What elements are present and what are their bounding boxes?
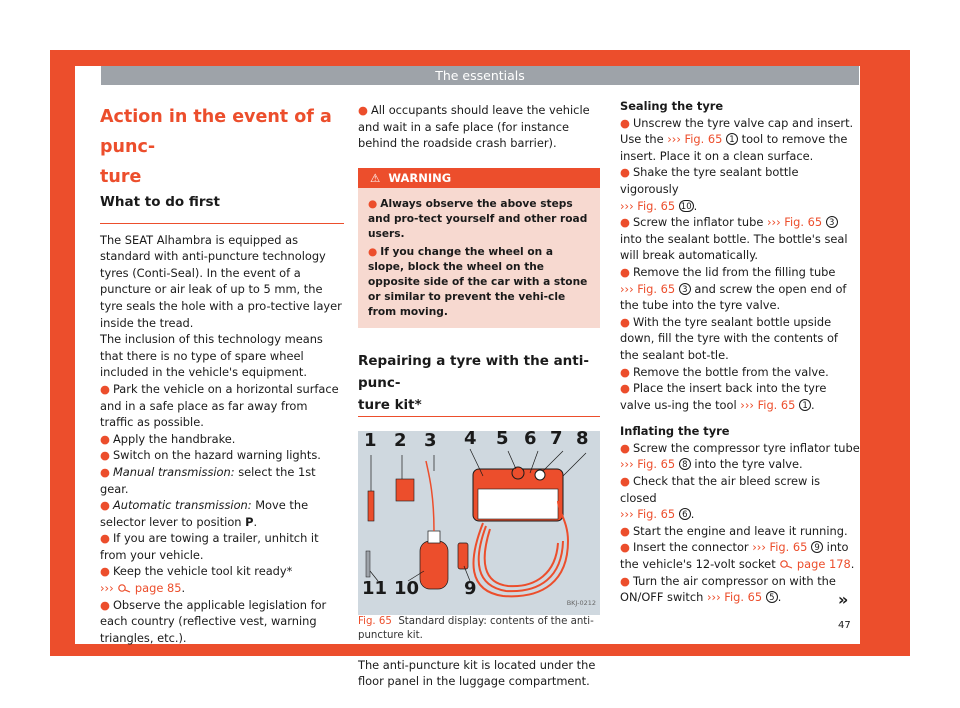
book-reference-icon <box>117 583 131 593</box>
paragraph: The inclusion of this technology means that there is no type of spare wheel included in the vehicle's equipment. <box>100 332 323 380</box>
page-link[interactable]: page 85 <box>134 581 182 596</box>
warning-box <box>358 168 600 328</box>
list-item: ● Apply the handbrake. <box>100 431 236 446</box>
list-item: ● Check that the air bleed screw is closed ››› Fig. 65 6 . <box>620 474 821 522</box>
list-item: ● Shake the tyre sealant bottle vigorously ››› Fig. 65 10 . <box>620 165 799 213</box>
list-item: ● Remove the lid from the filling tube ››› Fig. 65 3 and screw the open end of the tube into the tyre valve. <box>620 264 847 313</box>
column-1 <box>100 92 344 646</box>
subsection-title: What to do first <box>100 194 220 210</box>
list-item: ● Remove the bottle from the valve. <box>620 364 829 379</box>
list-item: ● Start the engine and leave it running. <box>620 523 848 538</box>
callout-label: 8 <box>576 427 589 449</box>
section-heading: Repairing a tyre with the anti-punc- ture kit* <box>358 352 589 413</box>
paragraph: The SEAT Alhambra is equipped as standard with anti-puncture technology tyres (Conti-Seal). In the event of a puncture or air leak of up to 5 mm, the tyre seals the hole with a pro-tective layer inside the tread. <box>100 232 342 330</box>
subsection-heading: Sealing the tyre <box>620 99 724 113</box>
cross-ref-arrows: ››› <box>100 581 114 596</box>
column-3 <box>620 92 860 606</box>
column-2 <box>358 92 600 690</box>
list-item: ● If you are towing a trailer, unhitch it from your vehicle. <box>100 531 319 562</box>
callout-label: 10 <box>394 577 420 599</box>
callout-label: 4 <box>464 427 477 449</box>
list-item: ● Observe the applicable legislation for each country (reflective vest, warning triangles, etc.). <box>100 597 327 645</box>
warning-header: ⚠ WARNING <box>358 168 600 188</box>
list-item: ● Insert the connector ››› Fig. 65 9 into the vehicle's 12-volt socket page 178. <box>620 540 855 572</box>
list-item: ● Place the insert back into the tyre valve us-ing the tool ››› Fig. 65 1 . <box>620 381 827 412</box>
callout-label: 2 <box>394 429 407 451</box>
warning-item: ● If you change the wheel on a slope, block the wheel on the opposite side of the car with a stone or similar to prevent the vehi-cle from moving. <box>368 245 588 318</box>
callout-label: 3 <box>424 429 437 451</box>
list-item: ● Screw the inflator tube ››› Fig. 65 3 into the sealant bottle. The bottle's seal will break automatically. <box>620 215 848 263</box>
list-item: ● Turn the air compressor on with the ON/OFF switch ››› Fig. 65 5 . <box>620 573 836 605</box>
page-link[interactable]: page 178 <box>796 557 851 572</box>
subsection-heading: Inflating the tyre <box>620 424 730 439</box>
chapter-header: The essentials <box>101 66 859 85</box>
warning-item: ● Always observe the above steps and pro-tect yourself and other road users. <box>368 197 588 240</box>
warning-icon: ⚠ <box>370 170 381 185</box>
callout-label: 6 <box>524 427 537 449</box>
list-item: ● Park the vehicle on a horizontal surface and in a safe place as far away from traffic as possible. <box>100 381 339 430</box>
divider <box>100 223 344 224</box>
list-item: ● With the tyre sealant bottle upside down, fill the tyre with the contents of the sealant bot-tle. <box>620 314 838 362</box>
list-item: ● Keep the vehicle tool kit ready* ››› page 85. <box>100 564 293 596</box>
anti-puncture-kit-figure <box>358 427 600 615</box>
continued-marker: » <box>838 590 849 609</box>
callout-label: 11 <box>362 577 388 599</box>
list-item: ● Screw the compressor tyre inflator tube ››› Fig. 65 8 into the tyre valve. <box>620 440 860 472</box>
figure-caption: Fig. 65 Standard display: contents of the anti-puncture kit. <box>358 615 594 641</box>
callout-label: 1 <box>364 429 377 451</box>
divider <box>358 416 600 417</box>
figure-code: BKJ-0212 <box>566 599 596 608</box>
list-item: ● Unscrew the tyre valve cap and insert. Use the ››› Fig. 65 1 tool to remove the insert. Place it on a clean surface. <box>620 115 854 163</box>
paragraph: The anti-puncture kit is located under the floor panel in the luggage compartment. <box>358 657 596 689</box>
list-item: ● All occupants should leave the vehicle and wait in a safe place (for instance behind the roadside crash barrier). <box>358 103 590 151</box>
page-number: 47 <box>838 620 851 631</box>
book-reference-icon <box>779 559 793 569</box>
callout-label: 9 <box>464 577 477 599</box>
list-item: ● Manual transmission: select the 1st gear. <box>100 464 316 496</box>
list-item: ● Automatic transmission: Move the selector lever to position P. <box>100 498 309 529</box>
list-item: ● Switch on the hazard warning lights. <box>100 448 321 463</box>
section-title: Action in the event of a punc- ture <box>100 107 332 187</box>
callout-label: 7 <box>550 427 563 449</box>
callout-label: 5 <box>496 427 509 449</box>
